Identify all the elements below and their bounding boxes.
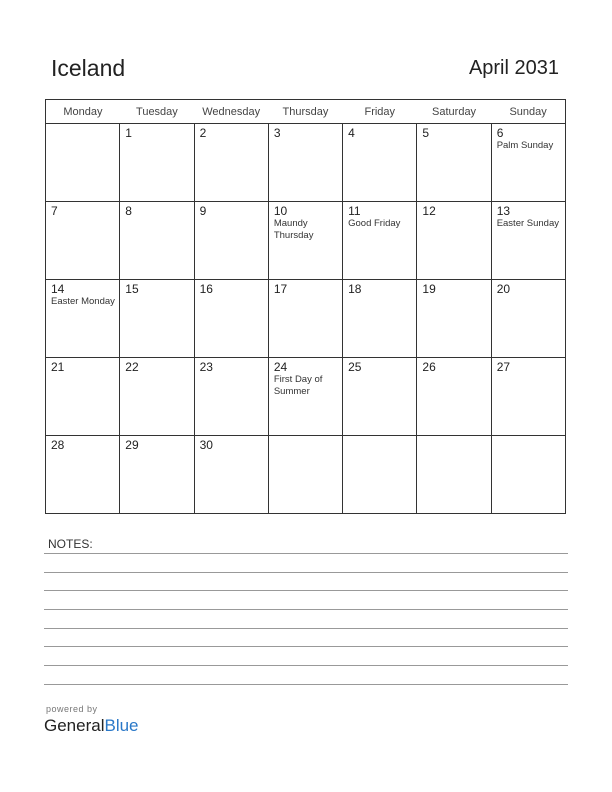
- weekday-tuesday: Tuesday: [120, 100, 194, 124]
- day-number: 29: [125, 438, 139, 452]
- holiday-label: Good Friday: [348, 218, 401, 229]
- day-number: 28: [51, 438, 65, 452]
- weekday-friday: Friday: [343, 100, 417, 124]
- day-cell: [268, 280, 342, 358]
- day-number: 22: [125, 360, 139, 374]
- day-number: 14: [51, 282, 65, 296]
- note-line: [44, 628, 568, 629]
- day-cell: [417, 358, 491, 436]
- day-cell: [194, 202, 268, 280]
- day-cell: [417, 280, 491, 358]
- day-number: 18: [348, 282, 362, 296]
- day-cell: [120, 124, 194, 202]
- day-number: 12: [422, 204, 436, 218]
- week-row: [46, 202, 566, 280]
- weekday-monday: Monday: [46, 100, 120, 124]
- day-number: 24: [273, 360, 288, 374]
- day-cell: [194, 358, 268, 436]
- day-number: 27: [496, 360, 511, 374]
- day-number: 26: [422, 360, 436, 374]
- day-cell: [491, 358, 565, 436]
- day-cell: [268, 202, 342, 280]
- day-cell: [120, 202, 194, 280]
- day-cell: [194, 124, 268, 202]
- day-number: 9: [199, 204, 207, 218]
- note-line: [44, 609, 568, 610]
- day-cell: [46, 124, 120, 202]
- holiday-label: Palm Sunday: [496, 140, 554, 151]
- day-cell: [46, 436, 120, 514]
- day-number: 15: [125, 282, 139, 296]
- day-cell: [417, 124, 491, 202]
- day-cell: [343, 436, 417, 514]
- holiday-label: Maundy Thursday: [273, 218, 314, 241]
- day-number: 7: [51, 204, 58, 218]
- brand-general: General: [44, 716, 105, 735]
- weekday-saturday: Saturday: [417, 100, 491, 124]
- note-line: [44, 684, 568, 685]
- day-cell: [120, 358, 194, 436]
- day-number: 16: [199, 282, 213, 296]
- day-cell: [343, 124, 417, 202]
- holiday-label: Easter Monday: [51, 296, 115, 307]
- month-year-title: April 2031: [468, 57, 559, 79]
- brand-logo: [44, 716, 139, 736]
- day-cell: [491, 280, 565, 358]
- weekday-thursday: Thursday: [268, 100, 342, 124]
- day-number: 5: [422, 126, 430, 140]
- day-cell: [343, 202, 417, 280]
- note-line: [44, 572, 568, 573]
- week-row: [46, 436, 566, 514]
- week-row: [46, 124, 566, 202]
- day-cell: [491, 124, 565, 202]
- day-number: 10: [273, 204, 288, 218]
- weekday-wednesday: Wednesday: [194, 100, 268, 124]
- week-row: [46, 280, 566, 358]
- day-cell: [268, 124, 342, 202]
- day-number: 17: [273, 282, 288, 296]
- day-cell: [268, 358, 342, 436]
- day-cell: [46, 202, 120, 280]
- day-number: 20: [496, 282, 511, 296]
- day-cell: [417, 202, 491, 280]
- day-number: 6: [496, 126, 504, 140]
- calendar-grid: [45, 99, 566, 514]
- day-cell: [120, 280, 194, 358]
- weekday-sunday: Sunday: [491, 100, 565, 124]
- day-cell: [343, 358, 417, 436]
- day-number: 11: [348, 204, 361, 218]
- holiday-label: First Day of Summer: [273, 374, 323, 397]
- day-cell: [194, 436, 268, 514]
- note-line: [44, 590, 568, 591]
- day-cell: [46, 280, 120, 358]
- day-cell: [268, 436, 342, 514]
- brand-blue: Blue: [104, 716, 139, 735]
- day-number: 8: [125, 204, 132, 218]
- day-number: 4: [348, 126, 355, 140]
- day-cell: [491, 436, 565, 514]
- country-title: Iceland: [51, 55, 126, 81]
- note-line: [44, 553, 568, 554]
- weekday-header-row: [46, 100, 566, 124]
- holiday-label: Easter Sunday: [496, 218, 560, 229]
- day-cell: [417, 436, 491, 514]
- day-cell: [194, 280, 268, 358]
- day-number: 13: [496, 204, 511, 218]
- day-cell: [46, 358, 120, 436]
- day-cell: [343, 280, 417, 358]
- day-number: 19: [422, 282, 436, 296]
- day-number: 1: [125, 126, 132, 140]
- day-cell: [120, 436, 194, 514]
- day-number: 25: [348, 360, 362, 374]
- day-number: 2: [199, 126, 207, 140]
- day-number: 3: [273, 126, 281, 140]
- week-row: [46, 358, 566, 436]
- day-number: 21: [51, 360, 65, 374]
- note-line: [44, 646, 568, 647]
- day-number: 30: [199, 438, 213, 452]
- notes-label: NOTES:: [48, 537, 93, 551]
- day-cell: [491, 202, 565, 280]
- day-number: 23: [199, 360, 213, 374]
- powered-by-text: powered by: [46, 704, 98, 714]
- note-line: [44, 665, 568, 666]
